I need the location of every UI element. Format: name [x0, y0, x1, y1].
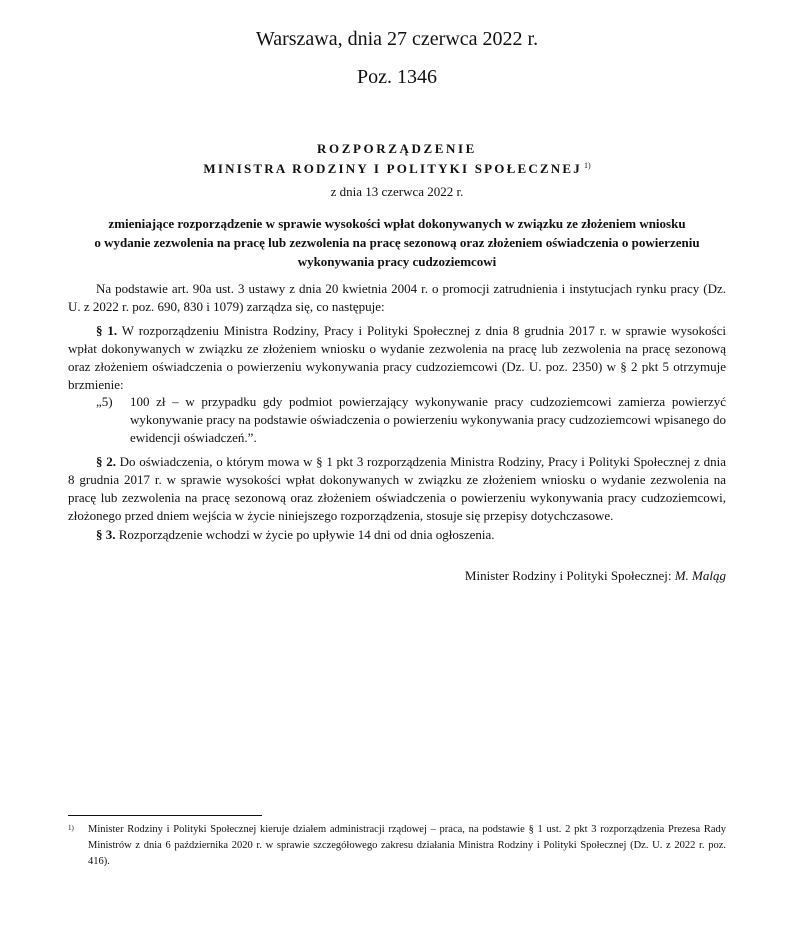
subject-line: o wydanie zezwolenia na pracę lub zezwolenia na pracę sezonową oraz złożeniem oświadczenia o powierzeniu	[94, 235, 700, 250]
act-date: z dnia 13 czerwca 2022 r.	[330, 184, 464, 199]
quote-point-number: „5)	[96, 394, 113, 409]
section-2-text: Do oświadczenia, o którym mowa w § 1 pkt 3 rozporządzenia Ministra Rodziny, Pracy i Polityki Społecznej z dnia 8 grudnia 2017 r. w sprawie wysokości wpłat dokonywanych w związku ze złożeniem wniosku o wydanie zezwolenia na pracę lub zezwolenia na pracę sezonową oraz złożeniem oświadczenia o powierzeniu wykonywania pracy cudzoziemcowi, złożonego przed dniem wejścia w życie niniejszego rozporządzenia, stosuje się przepisy dotychczasowe.	[68, 454, 727, 523]
section-1-text: W rozporządzeniu Ministra Rodziny, Pracy i Polityki Społecznej z dnia 8 grudnia 2017 r. w sprawie wysokości wpłat dokonywanych w związku ze złożeniem wniosku o wydanie zezwolenia na pracę lub zezwolenia na pracę sezonową oraz złożeniem oświadczenia o powierzeniu wykonywania pracy cudzoziemcowi (Dz. U. poz. 2350) w § 2 pkt 5 otrzymuje brzmienie:	[68, 323, 726, 392]
footnote-text: Minister Rodziny i Polityki Społecznej kieruje działem administracji rządowej – praca, na podstawie § 1 ust. 2 pkt 3 rozporządzenia Prezesa Rady Ministrów z dnia 6 października 2020 r. w sprawie szczegółowego zakresu działania Ministra Rodziny i Polityki Społecznej (Dz. U. z 2022 r. poz. 416).	[88, 824, 726, 867]
section-1	[68, 322, 726, 394]
issuer-text: MINISTRA RODZINY I POLITYKI SPOŁECZNEJ	[203, 161, 582, 176]
signature-title: Minister Rodziny i Polityki Społecznej:	[464, 568, 672, 583]
footnote	[68, 822, 726, 870]
section-3-text: Rozporządzenie wchodzi w życie po upływie 14 dni od dnia ogłoszenia.	[118, 527, 495, 542]
position-number: Poz. 1346	[357, 66, 437, 88]
section-1-label: § 1.	[96, 323, 118, 338]
section-2	[68, 453, 726, 525]
signature-block	[465, 568, 726, 584]
section-3	[68, 526, 726, 544]
legal-basis-paragraph	[68, 280, 726, 316]
legal-basis-text: Na podstawie art. 90a ust. 3 ustawy z dnia 20 kwietnia 2004 r. o promocji zatrudnienia i instytucjach rynku pracy (Dz. U. z 2022 r. poz. 690, 830 i 1079) zarządza się, co następuje:	[68, 281, 726, 314]
issuer-footnote-ref[interactable]: 1)	[583, 161, 591, 170]
subject-line: zmieniające rozporządzenie w sprawie wysokości wpłat dokonywanych w związku ze złożeniem wniosku	[108, 216, 686, 231]
act-issuer	[0, 161, 794, 177]
footnote-mark: 1)	[68, 824, 74, 832]
footnote-divider	[68, 815, 262, 816]
section-3-label: § 3.	[96, 527, 116, 542]
signature-name: M. Maląg	[674, 568, 726, 583]
act-subject	[68, 214, 726, 271]
section-2-label: § 2.	[96, 454, 116, 469]
act-type: ROZPORZĄDZENIE	[317, 141, 477, 156]
subject-line: wykonywania pracy cudzoziemcowi	[297, 254, 497, 269]
quote-point-text: 100 zł – w przypadku gdy podmiot powierzający wykonywanie pracy cudzoziemcowi zamierza powierzyć wykonywanie pracy na podstawie oświadczenia o powierzeniu wykonywania pracy cudzoziemcowi wpisanego do ewidencji oświadczeń.”.	[130, 394, 726, 445]
publication-place-date: Warszawa, dnia 27 czerwca 2022 r.	[255, 28, 539, 50]
amended-point-quote	[96, 393, 726, 447]
